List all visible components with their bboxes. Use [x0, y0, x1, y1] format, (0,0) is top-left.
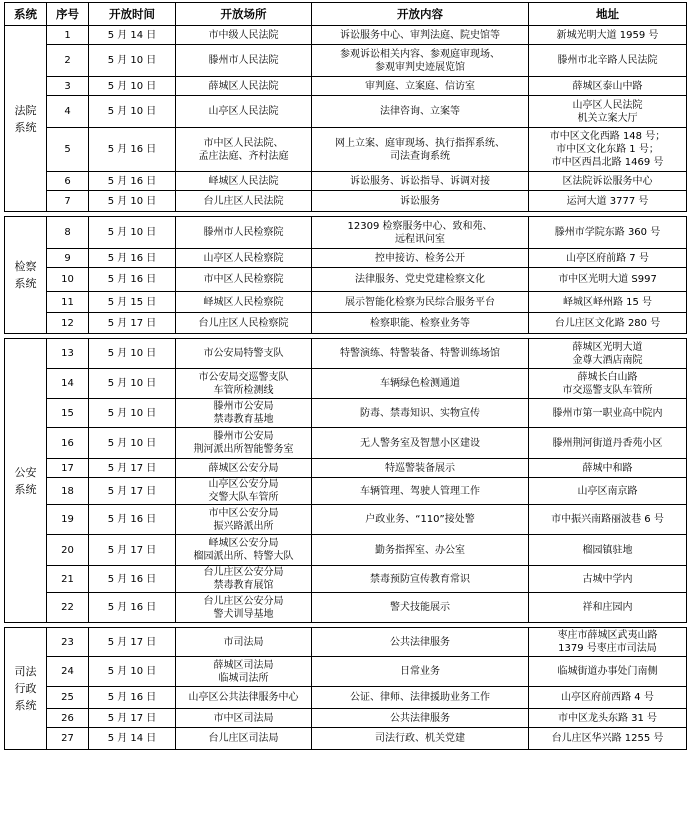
date-cell: 5 月 16 日: [89, 593, 176, 623]
content-cell: 禁毒预防宣传教育常识: [312, 566, 529, 593]
address-cell: 古城中学内: [529, 566, 687, 593]
number-cell: 27: [47, 728, 89, 750]
venue-cell: 滕州市公安局 禁毒教育基地: [176, 399, 312, 428]
number-cell: 21: [47, 566, 89, 593]
content-cell: 检察职能、检察业务等: [312, 313, 529, 334]
table-row: [5, 268, 687, 292]
table-row: [5, 628, 687, 657]
number-cell: 17: [47, 459, 89, 478]
content-cell: 公共法律服务: [312, 709, 529, 728]
content-cell: 警犬技能展示: [312, 593, 529, 623]
address-cell: 区法院诉讼服务中心: [529, 172, 687, 191]
date-cell: 5 月 17 日: [89, 535, 176, 566]
date-cell: 5 月 14 日: [89, 728, 176, 750]
content-cell: 公共法律服务: [312, 628, 529, 657]
document: [4, 2, 686, 750]
table-row: [5, 369, 687, 399]
open-day-schedule-table: [4, 2, 687, 750]
table-row: [5, 96, 687, 128]
table-row: [5, 535, 687, 566]
venue-cell: 市公安局特警支队: [176, 339, 312, 369]
date-cell: 5 月 16 日: [89, 505, 176, 535]
number-cell: 9: [47, 249, 89, 268]
table-row: [5, 459, 687, 478]
header-system: 系统: [5, 3, 47, 26]
content-cell: 特巡警装备展示: [312, 459, 529, 478]
table-row: [5, 292, 687, 313]
number-cell: 15: [47, 399, 89, 428]
address-cell: 台儿庄区文化路 280 号: [529, 313, 687, 334]
date-cell: 5 月 10 日: [89, 217, 176, 249]
date-cell: 5 月 16 日: [89, 249, 176, 268]
content-cell: 法律咨询、立案等: [312, 96, 529, 128]
header-venue: 开放场所: [176, 3, 312, 26]
date-cell: 5 月 10 日: [89, 399, 176, 428]
venue-cell: 薛城区司法局 临城司法所: [176, 657, 312, 687]
content-cell: 公证、律师、法律援助业务工作: [312, 687, 529, 709]
number-cell: 13: [47, 339, 89, 369]
system-cell: 公安 系统: [5, 339, 47, 623]
date-cell: 5 月 15 日: [89, 292, 176, 313]
table-row: [5, 313, 687, 334]
number-cell: 26: [47, 709, 89, 728]
address-cell: 薛城区光明大道 金尊大酒店南院: [529, 339, 687, 369]
table-row: [5, 45, 687, 77]
venue-cell: 山亭区公共法律服务中心: [176, 687, 312, 709]
table-row: [5, 128, 687, 172]
address-cell: 峄城区峄州路 15 号: [529, 292, 687, 313]
content-cell: 法律服务、党史党建检察文化: [312, 268, 529, 292]
content-cell: 特警演练、特警装备、特警训练场馆: [312, 339, 529, 369]
number-cell: 25: [47, 687, 89, 709]
venue-cell: 市中区人民检察院: [176, 268, 312, 292]
address-cell: 台儿庄区华兴路 1255 号: [529, 728, 687, 750]
number-cell: 24: [47, 657, 89, 687]
header-open-date: 开放时间: [89, 3, 176, 26]
venue-cell: 台儿庄区人民法院: [176, 191, 312, 212]
address-cell: 枣庄市薛城区武夷山路 1379 号枣庄市司法局: [529, 628, 687, 657]
header-address: 地址: [529, 3, 687, 26]
date-cell: 5 月 16 日: [89, 687, 176, 709]
number-cell: 22: [47, 593, 89, 623]
address-cell: 薛城区泰山中路: [529, 77, 687, 96]
address-cell: 滕州市学院东路 360 号: [529, 217, 687, 249]
content-cell: 展示智能化检察为民综合服务平台: [312, 292, 529, 313]
number-cell: 1: [47, 26, 89, 45]
content-cell: 12309 检察服务中心、致和苑、 远程讯问室: [312, 217, 529, 249]
table-row: [5, 593, 687, 623]
venue-cell: 滕州市人民法院: [176, 45, 312, 77]
content-cell: 诉讼服务中心、审判法庭、院史馆等: [312, 26, 529, 45]
header-number: 序号: [47, 3, 89, 26]
table-row: [5, 505, 687, 535]
date-cell: 5 月 10 日: [89, 657, 176, 687]
content-cell: 诉讼服务: [312, 191, 529, 212]
venue-cell: 薛城区公安分局: [176, 459, 312, 478]
address-cell: 市中振兴南路丽波巷 6 号: [529, 505, 687, 535]
venue-cell: 台儿庄区司法局: [176, 728, 312, 750]
table-row: [5, 217, 687, 249]
table-row: [5, 478, 687, 505]
date-cell: 5 月 10 日: [89, 45, 176, 77]
number-cell: 18: [47, 478, 89, 505]
venue-cell: 台儿庄区人民检察院: [176, 313, 312, 334]
venue-cell: 山亭区人民法院: [176, 96, 312, 128]
table-row: [5, 399, 687, 428]
number-cell: 19: [47, 505, 89, 535]
address-cell: 滕州荆河街道丹香苑小区: [529, 428, 687, 459]
table-row: [5, 687, 687, 709]
system-cell: 司法 行政 系统: [5, 628, 47, 750]
venue-cell: 峄城区公安分局 榴园派出所、特警大队: [176, 535, 312, 566]
content-cell: 日常业务: [312, 657, 529, 687]
address-cell: 祥和庄园内: [529, 593, 687, 623]
table-row: [5, 657, 687, 687]
address-cell: 山亭区南京路: [529, 478, 687, 505]
table-row: [5, 77, 687, 96]
venue-cell: 市中区公安分局 振兴路派出所: [176, 505, 312, 535]
venue-cell: 峄城区人民法院: [176, 172, 312, 191]
number-cell: 5: [47, 128, 89, 172]
content-cell: 车辆管理、驾驶人管理工作: [312, 478, 529, 505]
date-cell: 5 月 10 日: [89, 96, 176, 128]
date-cell: 5 月 17 日: [89, 313, 176, 334]
address-cell: 新城光明大道 1959 号: [529, 26, 687, 45]
date-cell: 5 月 16 日: [89, 128, 176, 172]
venue-cell: 山亭区人民检察院: [176, 249, 312, 268]
table-row: [5, 728, 687, 750]
venue-cell: 台儿庄区公安分局 禁毒教育展馆: [176, 566, 312, 593]
date-cell: 5 月 10 日: [89, 77, 176, 96]
venue-cell: 市公安局交巡警支队 车管所检测线: [176, 369, 312, 399]
table-row: [5, 26, 687, 45]
venue-cell: 台儿庄区公安分局 警犬训导基地: [176, 593, 312, 623]
address-cell: 运河大道 3777 号: [529, 191, 687, 212]
table-row: [5, 709, 687, 728]
venue-cell: 市中区司法局: [176, 709, 312, 728]
number-cell: 8: [47, 217, 89, 249]
date-cell: 5 月 14 日: [89, 26, 176, 45]
number-cell: 6: [47, 172, 89, 191]
content-cell: 审判庭、立案庭、信访室: [312, 77, 529, 96]
table-header-row: [5, 3, 687, 26]
content-cell: 无人警务室及智慧小区建设: [312, 428, 529, 459]
content-cell: 诉讼服务、诉讼指导、诉调对接: [312, 172, 529, 191]
content-cell: 户政业务、“110”接处警: [312, 505, 529, 535]
content-cell: 参观诉讼相关内容、参观庭审现场、 参观审判史迹展览馆: [312, 45, 529, 77]
system-cell: 检察 系统: [5, 217, 47, 334]
table-row: [5, 172, 687, 191]
address-cell: 山亭区府前西路 4 号: [529, 687, 687, 709]
header-content: 开放内容: [312, 3, 529, 26]
system-cell: 法院 系统: [5, 26, 47, 212]
number-cell: 7: [47, 191, 89, 212]
number-cell: 14: [47, 369, 89, 399]
address-cell: 薛城长白山路 市交巡警支队车管所: [529, 369, 687, 399]
venue-cell: 薛城区人民法院: [176, 77, 312, 96]
venue-cell: 市司法局: [176, 628, 312, 657]
date-cell: 5 月 17 日: [89, 709, 176, 728]
number-cell: 16: [47, 428, 89, 459]
date-cell: 5 月 10 日: [89, 369, 176, 399]
number-cell: 3: [47, 77, 89, 96]
number-cell: 4: [47, 96, 89, 128]
number-cell: 20: [47, 535, 89, 566]
date-cell: 5 月 16 日: [89, 566, 176, 593]
number-cell: 11: [47, 292, 89, 313]
venue-cell: 市中区人民法院、 孟庄法庭、齐村法庭: [176, 128, 312, 172]
content-cell: 车辆绿色检测通道: [312, 369, 529, 399]
address-cell: 滕州市第一职业高中院内: [529, 399, 687, 428]
venue-cell: 市中级人民法院: [176, 26, 312, 45]
address-cell: 市中区文化西路 148 号； 市中区文化东路 1 号； 市中区西昌北路 1469 号: [529, 128, 687, 172]
number-cell: 2: [47, 45, 89, 77]
address-cell: 山亭区府前路 7 号: [529, 249, 687, 268]
number-cell: 10: [47, 268, 89, 292]
content-cell: 网上立案、庭审现场、执行指挥系统、 司法查询系统: [312, 128, 529, 172]
content-cell: 勤务指挥室、办公室: [312, 535, 529, 566]
venue-cell: 滕州市公安局 荆河派出所智能警务室: [176, 428, 312, 459]
table-row: [5, 339, 687, 369]
address-cell: 山亭区人民法院 机关立案大厅: [529, 96, 687, 128]
date-cell: 5 月 10 日: [89, 339, 176, 369]
content-cell: 控申接访、检务公开: [312, 249, 529, 268]
content-cell: 司法行政、机关党建: [312, 728, 529, 750]
date-cell: 5 月 16 日: [89, 268, 176, 292]
venue-cell: 山亭区公安分局 交警大队车管所: [176, 478, 312, 505]
date-cell: 5 月 17 日: [89, 628, 176, 657]
date-cell: 5 月 10 日: [89, 428, 176, 459]
table-row: [5, 249, 687, 268]
address-cell: 榴园镇驻地: [529, 535, 687, 566]
date-cell: 5 月 16 日: [89, 172, 176, 191]
number-cell: 23: [47, 628, 89, 657]
date-cell: 5 月 17 日: [89, 478, 176, 505]
address-cell: 市中区龙头东路 31 号: [529, 709, 687, 728]
venue-cell: 滕州市人民检察院: [176, 217, 312, 249]
content-cell: 防毒、禁毒知识、实物宣传: [312, 399, 529, 428]
table-row: [5, 566, 687, 593]
date-cell: 5 月 17 日: [89, 459, 176, 478]
venue-cell: 峄城区人民检察院: [176, 292, 312, 313]
number-cell: 12: [47, 313, 89, 334]
address-cell: 滕州市北辛路人民法院: [529, 45, 687, 77]
table-row: [5, 428, 687, 459]
address-cell: 薛城中和路: [529, 459, 687, 478]
address-cell: 市中区光明大道 S997: [529, 268, 687, 292]
date-cell: 5 月 10 日: [89, 191, 176, 212]
table-row: [5, 191, 687, 212]
address-cell: 临城街道办事处门南侧: [529, 657, 687, 687]
